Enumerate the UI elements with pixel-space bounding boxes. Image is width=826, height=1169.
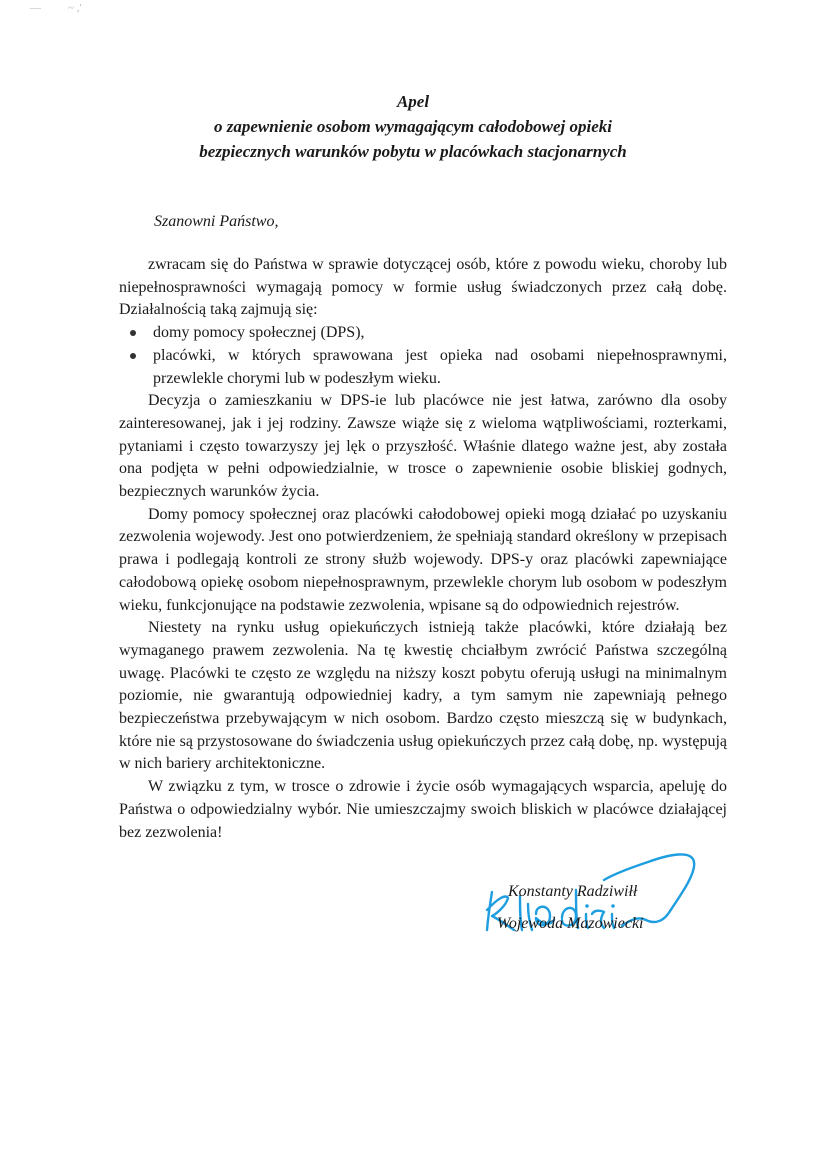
- paragraph-appeal: W związku z tym, w trosce o zdrowie i życie osób wymagających wsparcia, apeluję do Państwa o odpowiedzialny wybór. Nie umieszczajmy swoich bliskich w placówce działającej bez zezwolenia!: [119, 778, 727, 841]
- signature-dot: [585, 904, 589, 908]
- bullet-icon: [130, 353, 136, 359]
- paragraph-unlicensed: Niestety na rynku usług opiekuńczych istnieją także placówki, które działają bez wymaganego prawem zezwolenia. Na tę kwestię chciałbym zwrócić Państwa szczególną uwagę. Placówki te często ze względu na niższy koszt pobytu oferują usługi na minimalnym poziomie, nie gwarantują odpowiedniej kadry, a tym samym nie zapewniają pełnego bezpieczeństwa przebywającym w nich osobom. Bardzo często mieszczą się w budynkach, które nie są przystosowane do świadczenia usług opiekuńczych przez całą dobę, np. występują w nich bariery architektoniczne.: [119, 619, 727, 773]
- letter-title: Apel: [396, 92, 430, 111]
- letter-body: [119, 254, 727, 844]
- paragraph-permits: Domy pomocy społecznej oraz placówki całodobowej opieki mogą działać po uzyskaniu zezwolenia wojewody. Jest ono potwierdzeniem, że spełniają standard określony w przepisach prawa i podlegają kontroli ze strony służb wojewody. DPS-y oraz placówki zapewniające całodobową opiekę osobom niepełnosprawnym, przewlekle chorym lub osobom w podeszłym wieku, funkcjonujące na podstawie zezwolenia, wpisane są do odpowiednich rejestrów.: [119, 505, 727, 614]
- list-item-text: placówki, w których sprawowana jest opieka nad osobami niepełnosprawnymi, przewlekle chorymi lub w podeszłym wieku.: [153, 346, 727, 387]
- facility-list: [119, 322, 727, 390]
- greeting: Szanowni Państwo,: [154, 213, 279, 230]
- bullet-icon: [130, 330, 136, 336]
- signatory-position: Wojewoda Mazowiecki: [497, 915, 644, 932]
- signature-dot: [611, 904, 615, 908]
- letter-subtitle-line-2: bezpiecznych warunków pobytu w placówkach stacjonarnych: [199, 142, 627, 161]
- signatory-name: Konstanty Radziwiłł: [508, 883, 638, 900]
- intro-paragraph: zwracam się do Państwa w sprawie dotyczącej osób, które z powodu wieku, choroby lub niepełnosprawności wymagają pomocy w formie usług świadczonych przez całą dobę. Działalnością taką zajmują się:: [119, 256, 727, 319]
- list-item: [119, 322, 727, 345]
- list-item-text: domy pomocy społecznej (DPS),: [153, 324, 365, 342]
- scan-mark-right: ~ ,': [68, 2, 82, 14]
- letter-subtitle-line-1: o zapewnienie osobom wymagającym całodobowej opieki: [213, 117, 613, 136]
- scan-mark-left: —: [30, 2, 41, 14]
- paragraph-decision: Decyzja o zamieszkaniu w DPS-ie lub placówce nie jest łatwa, zarówno dla osoby zainteresowanej, jak i jej rodziny. Zawsze wiąże się z wieloma wątpliwościami, rozterkami, pytaniami i często towarzyszy jej lęk o przyszłość. Właśnie dlatego ważne jest, aby została ona podjęta w pełni odpowiedzialnie, w trosce o zapewnienie osobie bliskiej godnych, bezpiecznych warunków życia.: [119, 392, 727, 501]
- list-item: [119, 345, 727, 390]
